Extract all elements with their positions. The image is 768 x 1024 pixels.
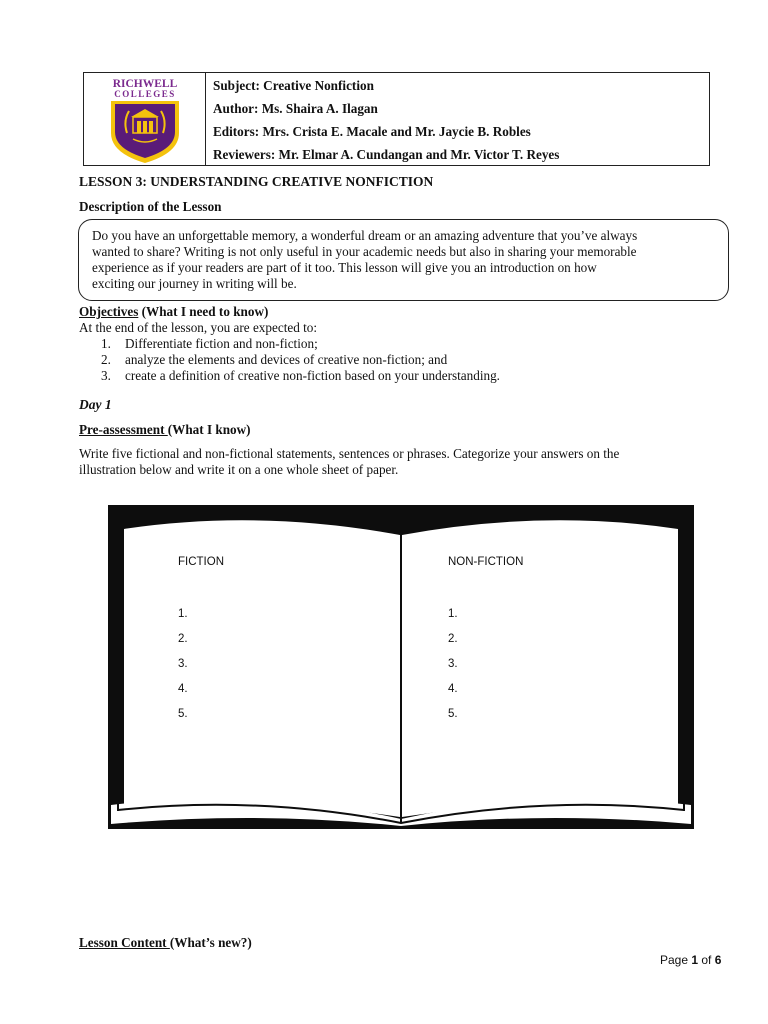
nonfiction-number: 2. (448, 633, 458, 645)
description-line: experience as if your readers are part of it too. This lesson will give you an introduction on how (92, 260, 597, 275)
objectives-heading-main: Objectives (79, 304, 139, 319)
pre-assessment-line: Write five fictional and non-fictional statements, sentences or phrases. Categorize your answers on the (79, 446, 620, 461)
richwell-colleges-crest-icon (103, 75, 187, 163)
objective-item: 3. create a definition of creative non-fiction based on your understanding. (101, 368, 500, 383)
editors-line: Editors: Mrs. Crista E. Macale and Mr. Jaycie B. Robles (213, 124, 531, 139)
fiction-number: 3. (178, 658, 188, 670)
objectives-intro: At the end of the lesson, you are expected to: (79, 320, 318, 335)
lesson-content-heading-rest: (What’s new?) (169, 935, 252, 950)
nonfiction-title: NON-FICTION (448, 556, 524, 568)
fiction-number: 2. (178, 633, 188, 645)
description-line: exciting our journey in writing will be. (92, 276, 297, 291)
nonfiction-number: 4. (448, 683, 458, 695)
description-line: Do you have an unforgettable memory, a wonderful dream or an amazing adventure that you’ve always (92, 228, 638, 243)
open-book-illustration (108, 505, 694, 829)
open-book-icon (108, 505, 694, 829)
reviewers-line: Reviewers: Mr. Elmar A. Cundangan and Mr. Victor T. Reyes (213, 147, 560, 162)
fiction-number: 5. (178, 708, 188, 720)
lesson-content-heading-main: Lesson Content (79, 935, 170, 950)
objective-item: 2. analyze the elements and devices of creative non-fiction; and (101, 352, 448, 367)
fiction-number: 1. (178, 608, 188, 620)
pre-assessment-heading-main: Pre-assessment (79, 422, 168, 437)
objective-item: 1. Differentiate fiction and non-fiction; (101, 336, 318, 351)
header-table (83, 72, 710, 166)
pre-assessment-body (79, 446, 721, 478)
nonfiction-number: 5. (448, 708, 458, 720)
objectives-heading-rest: (What I need to know) (138, 304, 269, 319)
lesson-content-heading (79, 935, 252, 951)
subject-line: Subject: Creative Nonfiction (213, 78, 374, 93)
logo-cell (84, 73, 206, 165)
description-line: wanted to share? Writing is not only useful in your academic needs but also in sharing your memorable (92, 244, 637, 259)
fiction-number: 4. (178, 683, 188, 695)
fiction-title: FICTION (178, 556, 224, 568)
page-footer: Page 1 of 6 (660, 953, 722, 967)
description-box (78, 219, 729, 301)
objectives-heading (79, 304, 268, 320)
day-label: Day 1 (79, 397, 112, 412)
nonfiction-number: 1. (448, 608, 458, 620)
header-info (206, 73, 559, 165)
lesson-title: LESSON 3: UNDERSTANDING CREATIVE NONFICTION (79, 174, 434, 189)
page-total: 6 (714, 953, 722, 967)
logo-text-line1: RICHWELL (112, 78, 177, 90)
author-line: Author: Ms. Shaira A. Ilagan (213, 101, 378, 116)
pre-assessment-heading (79, 422, 251, 438)
pre-assessment-line: illustration below and write it on a one whole sheet of paper. (79, 462, 399, 477)
logo-text-line2: COLLEGES (113, 89, 176, 99)
nonfiction-number: 3. (448, 658, 458, 670)
pre-assessment-heading-rest: (What I know) (167, 422, 251, 437)
page-number: 1 (691, 953, 699, 967)
description-heading: Description of the Lesson (79, 199, 222, 214)
